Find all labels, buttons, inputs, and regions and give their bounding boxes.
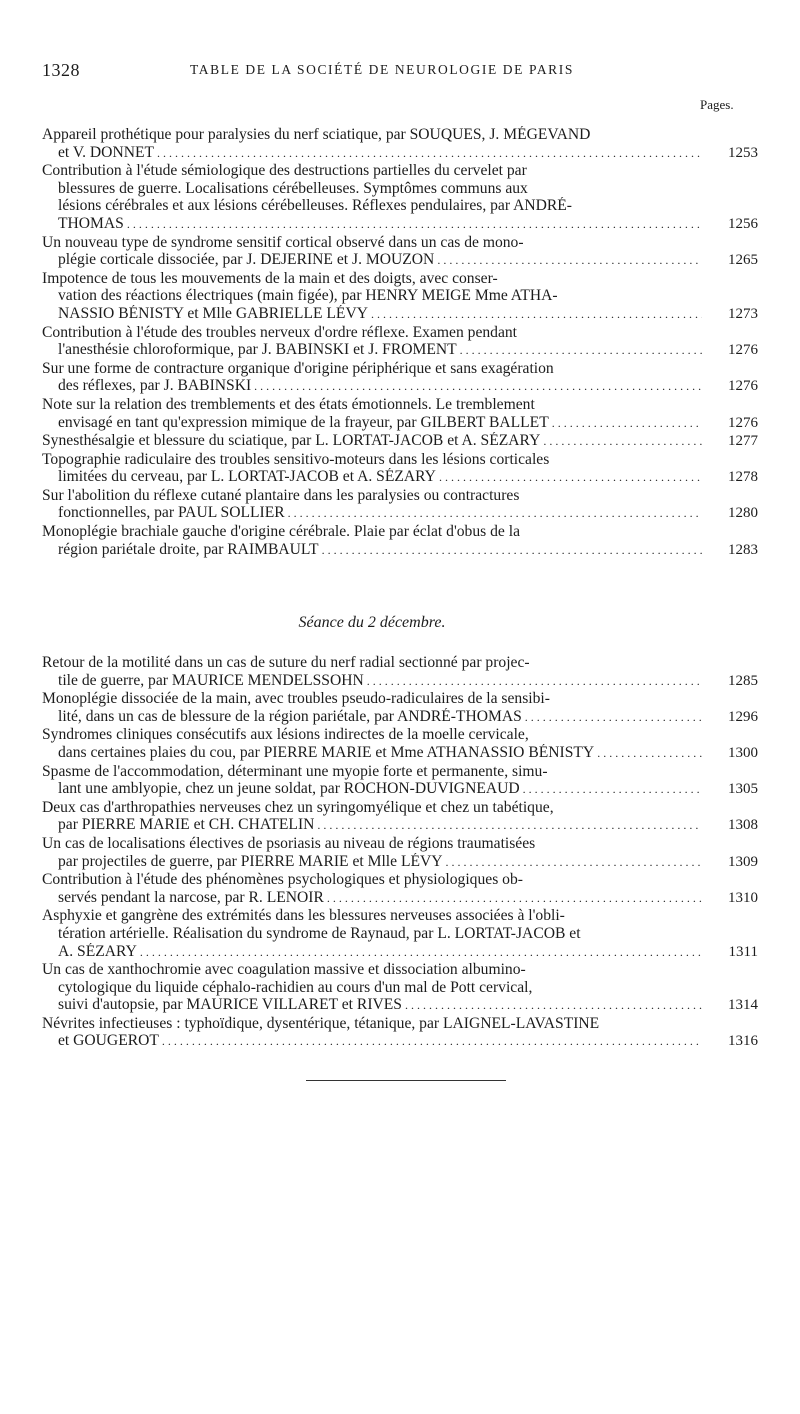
entry-line: A. SÉZARY . . .	[42, 943, 702, 962]
entry-line: Spasme de l'accommodation, déterminant une myopie forte et permanente, simu-	[42, 762, 548, 780]
entry-line: Deux cas d'arthropathies nerveuses chez un syringomyélique et chez un tabétique,	[42, 798, 554, 816]
index-entry	[42, 523, 758, 559]
entry-line: lant une amblyopie, chez un jeune soldat, par ROCHON-DUVIGNEAUD . . .	[42, 780, 702, 799]
entry-line: vation des réactions électriques (main figée), par HENRY MEIGE Mme ATHA-	[58, 287, 558, 305]
entry-page-number: 1316	[728, 1033, 758, 1050]
entry-line: Retour de la motilité dans un cas de suture du nerf radial sectionné par projec-	[42, 654, 530, 671]
entry-line: Un nouveau type de syndrome sensitif cortical observé dans un cas de mono-	[42, 233, 524, 251]
running-header	[42, 60, 722, 82]
index-entry	[42, 834, 758, 871]
index-entry	[42, 323, 758, 360]
index-entry	[42, 654, 758, 690]
entry-page-number: 1276	[728, 378, 758, 395]
entry-line: plégie corticale dissociée, par J. DEJERINE et J. MOUZON . . .	[42, 251, 702, 270]
entry-line: Monoplégie dissociée de la main, avec troubles pseudo-radiculaires de la sensibi-	[42, 690, 550, 708]
entry-page-number: 1276	[728, 414, 758, 431]
entry-line: Monoplégie brachiale gauche d'origine cérébrale. Plaie par éclat d'obus de la	[42, 523, 520, 541]
index-entry	[42, 1014, 758, 1051]
index-entry	[42, 126, 758, 162]
entry-line: fonctionnelles, par PAUL SOLLIER . . .	[42, 504, 702, 523]
entry-line: envisagé en tant qu'expression mimique de la frayeur, par GILBERT BALLET . . .	[42, 414, 702, 433]
entry-line: suivi d'autopsie, par MAURICE VILLARET et RIVES . . .	[42, 996, 702, 1015]
index-entry	[42, 233, 758, 270]
entry-page-number: 1256	[728, 215, 758, 232]
entry-line: lité, dans un cas de blessure de la région pariétale, par ANDRÉ-THOMAS . . .	[42, 708, 702, 727]
index-entry	[42, 395, 758, 432]
entry-line: Contribution à l'étude des phénomènes psychologiques et physiologiques ob-	[42, 871, 523, 889]
index-entry	[42, 726, 758, 762]
index-entry	[42, 432, 758, 451]
entry-line: servés pendant la narcose, par R. LENOIR . . .	[42, 889, 702, 908]
entry-line: tération artérielle. Réalisation du syndrome de Raynaud, par L. LORTAT-JACOB et	[58, 924, 581, 942]
entry-line: blessures de guerre. Localisations cérébelleuses. Symptômes communs aux	[58, 179, 528, 197]
entry-line: Un cas de localisations électives de psoriasis au niveau de régions traumatisées	[42, 834, 536, 852]
index-entry	[42, 450, 758, 487]
entry-page-number: 1280	[728, 505, 758, 522]
entry-page-number: 1285	[728, 672, 758, 689]
entry-page-number: 1311	[728, 943, 758, 960]
entry-page-number: 1308	[728, 817, 758, 834]
entry-line: Impotence de tous les mouvements de la main et des doigts, avec conser-	[42, 269, 498, 287]
entry-page-number: 1314	[728, 997, 758, 1014]
entry-line: Névrites infectieuses : typhoïdique, dysentérique, tétanique, par LAIGNEL-LAVASTINE	[42, 1014, 600, 1032]
entry-line: THOMAS . . .	[42, 215, 702, 234]
entry-page-number: 1310	[728, 889, 758, 906]
page-number: 1328	[42, 60, 80, 80]
index-entry	[42, 690, 758, 726]
entry-line: Asphyxie et gangrène des extrémités dans les blessures nerveuses associées à l'obli-	[42, 907, 565, 925]
running-title: TABLE DE LA SOCIÉTÉ DE NEUROLOGIE DE PARIS	[190, 62, 574, 77]
entry-line: Contribution à l'étude sémiologique des destructions partielles du cervelet par	[42, 162, 527, 180]
index-entry	[42, 359, 758, 396]
entry-line: tile de guerre, par MAURICE MENDELSSOHN . . .	[42, 672, 702, 691]
entry-line: Appareil prothétique pour paralysies du nerf sciatique, par SOUQUES, J. MÉGEVAND	[42, 126, 591, 143]
index-section-1	[42, 126, 758, 559]
entry-line: lésions cérébrales et aux lésions cérébelleuses. Réflexes pendulaires, par ANDRÉ-	[58, 197, 572, 215]
entry-page-number: 1283	[728, 541, 758, 558]
entry-line: Un cas de xanthochromie avec coagulation massive et dissociation albumino-	[42, 961, 526, 979]
entry-line: Syndromes cliniques consécutifs aux lésions indirectes de la moelle cervicale,	[42, 726, 529, 744]
index-section-2	[42, 654, 758, 1051]
index-entry	[42, 269, 758, 324]
entry-page-number: 1278	[728, 469, 758, 486]
closing-rule	[306, 1080, 506, 1081]
entry-line: et GOUGEROT . . .	[42, 1032, 702, 1051]
pages-column-label: Pages.	[700, 97, 734, 112]
entry-line: Note sur la relation des tremblements et des états émotionnels. Le tremblement	[42, 395, 535, 413]
index-entry	[42, 162, 758, 233]
entry-page-number: 1296	[728, 708, 758, 725]
entry-line: et V. DONNET . . .	[42, 144, 702, 163]
entry-page-number: 1309	[728, 853, 758, 870]
entry-line: dans certaines plaies du cou, par PIERRE MARIE et Mme ATHANASSIO BÉNISTY . . .	[42, 744, 702, 763]
entry-page-number: 1273	[728, 305, 758, 322]
entry-page-number: 1277	[728, 433, 758, 450]
entry-line: cytologique du liquide céphalo-rachidien au cours d'un mal de Pott cervical,	[58, 978, 533, 996]
seance-heading: Séance du 2 décembre.	[298, 614, 446, 631]
entry-line: Synesthésalgie et blessure du sciatique, par L. LORTAT-JACOB et A. SÉZARY . . .	[42, 432, 702, 451]
entry-line: par PIERRE MARIE et CH. CHATELIN . . .	[42, 816, 702, 835]
entry-page-number: 1265	[728, 252, 758, 269]
entry-line: des réflexes, par J. BABINSKI . . .	[42, 377, 702, 396]
index-entry	[42, 907, 758, 961]
entry-line: région pariétale droite, par RAIMBAULT . . .	[42, 541, 702, 560]
index-entry	[42, 798, 758, 835]
entry-line: l'anesthésie chloroformique, par J. BABINSKI et J. FROMENT . . .	[42, 341, 702, 360]
entry-line: Contribution à l'étude des troubles nerveux d'ordre réflexe. Examen pendant	[42, 323, 518, 341]
index-entry	[42, 961, 758, 1015]
entry-line: NASSIO BÉNISTY et Mlle GABRIELLE LÉVY . . .	[42, 305, 702, 324]
entry-page-number: 1305	[728, 781, 758, 798]
entry-line: limitées du cerveau, par L. LORTAT-JACOB et A. SÉZARY . . .	[42, 468, 702, 487]
entry-line: par projectiles de guerre, par PIERRE MARIE et Mlle LÉVY . . .	[42, 853, 702, 872]
index-entry	[42, 486, 758, 523]
entry-page-number: 1276	[728, 342, 758, 359]
index-entry	[42, 871, 758, 907]
index-entry	[42, 762, 758, 799]
entry-line: Sur une forme de contracture organique d'origine périphérique et sans exagération	[42, 359, 554, 377]
entry-line: Sur l'abolition du réflexe cutané plantaire dans les paralysies ou contractures	[42, 486, 520, 504]
entry-line: Topographie radiculaire des troubles sensitivo-moteurs dans les lésions corticales	[42, 450, 550, 468]
entry-page-number: 1253	[728, 144, 758, 161]
entry-page-number: 1300	[728, 744, 758, 761]
